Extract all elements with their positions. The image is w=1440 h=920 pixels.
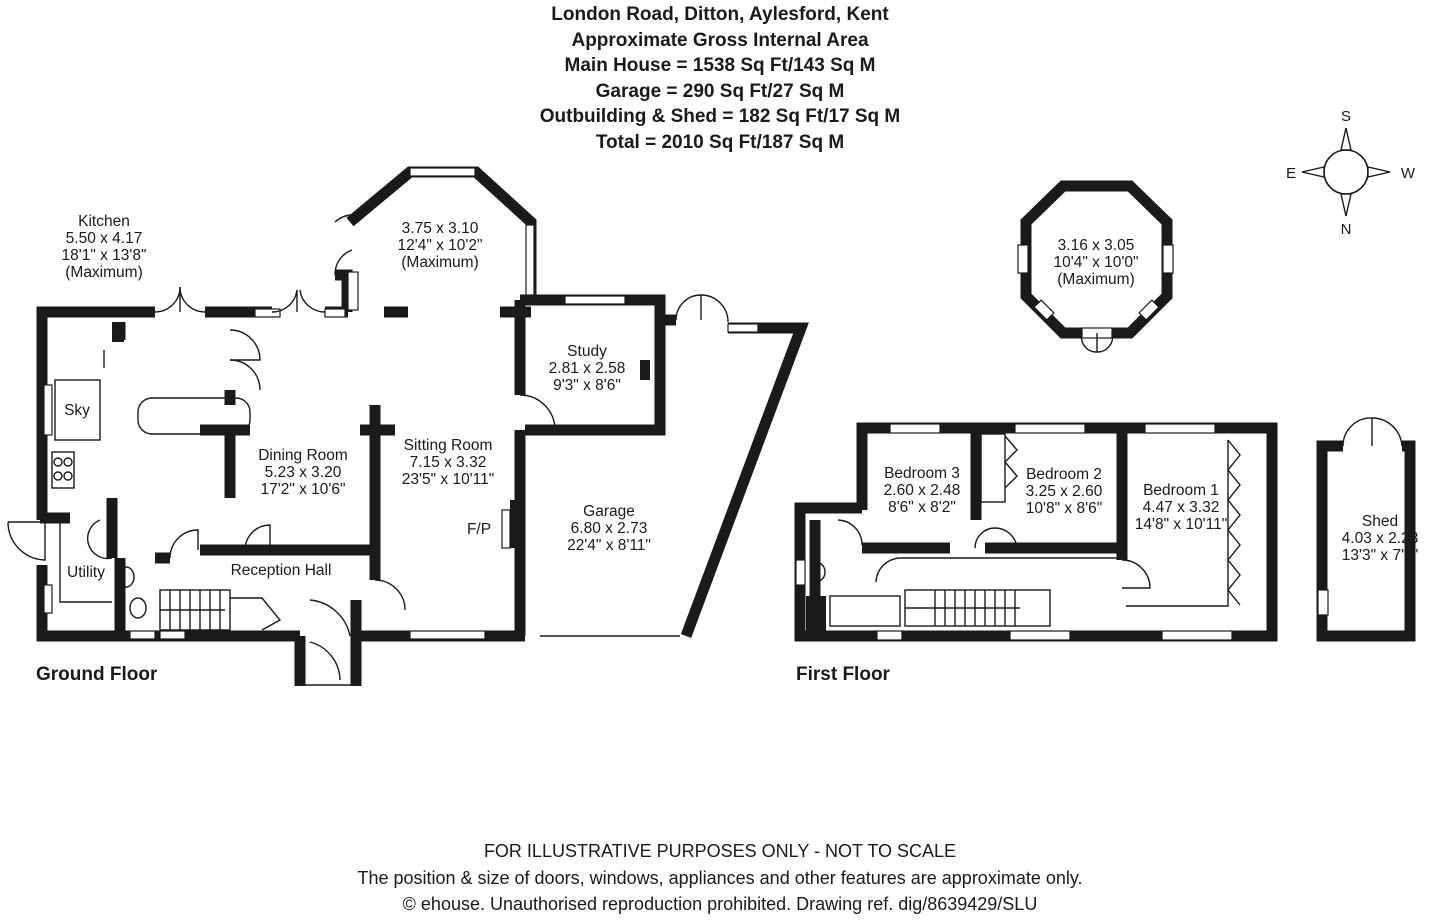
footer-note: The position & size of doors, windows, appliances and other features are approximate only. [357,868,1083,888]
room-label-dining: Dining Room 5.23 x 3.20 17'2" x 10'6" [258,447,348,498]
room-label-kitchen: Kitchen 5.50 x 4.17 18'1" x 13'8" (Maximum) [61,213,147,281]
compass-e-label: E [1285,165,1297,182]
fireplace-label: F/P [466,521,492,538]
area-main-house: Main House = 1538 Sq Ft/143 Sq M [564,55,876,76]
room-label-reception: Reception Hall [230,562,332,579]
compass-rose [1302,128,1390,216]
room-label-sitting: Sitting Room 7.15 x 3.32 23'5" x 10'11" [401,437,495,488]
room-label-shed: Shed 4.03 x 2.23 13'3" x 7'4" [1341,513,1419,564]
footer-copyright: © ehouse. Unauthorised reproduction prohibited. Drawing ref. dig/8639429/SLU [402,894,1038,914]
compass-n-label: N [1340,221,1352,238]
room-label-garage: Garage 6.80 x 2.73 22'4" x 8'11" [567,503,651,554]
plan-subtitle: Approximate Gross Internal Area [571,29,869,51]
footer-disclaimer: FOR ILLUSTRATIVE PURPOSES ONLY - NOT TO SCALE [483,841,957,861]
ground-stairs [160,590,280,630]
area-outbuilding: Outbuilding & Shed = 182 Sq Ft/17 Sq M [539,106,901,127]
room-label-study: Study 2.81 x 2.58 9'3" x 8'6" [548,343,626,394]
room-label-bedroom-2: Bedroom 2 3.25 x 2.60 10'8" x 8'6" [1025,466,1103,517]
floor-label-first: First Floor [796,664,890,685]
area-garage: Garage = 290 Sq Ft/27 Sq M [595,80,845,102]
compass-w-label: W [1400,165,1416,182]
floor-label-ground: Ground Floor [36,664,158,685]
room-label-outbuilding: 3.16 x 3.05 10'4" x 10'0" (Maximum) [1053,237,1139,288]
compass-s-label: S [1340,108,1352,125]
room-label-bedroom-3: Bedroom 3 2.60 x 2.48 8'6" x 8'2" [883,465,961,516]
room-label-bedroom-1: Bedroom 1 4.47 x 3.32 14'8" x 10'11" [1134,482,1228,533]
area-total: Total = 2010 Sq Ft/187 Sq M [595,131,845,153]
room-label-conservatory: 3.75 x 3.10 12'4" x 10'2" (Maximum) [397,220,483,271]
plan-title: London Road, Ditton, Aylesford, Kent [551,4,889,25]
skylight-label: Sky [64,402,90,419]
room-label-utility: Utility [67,564,105,581]
